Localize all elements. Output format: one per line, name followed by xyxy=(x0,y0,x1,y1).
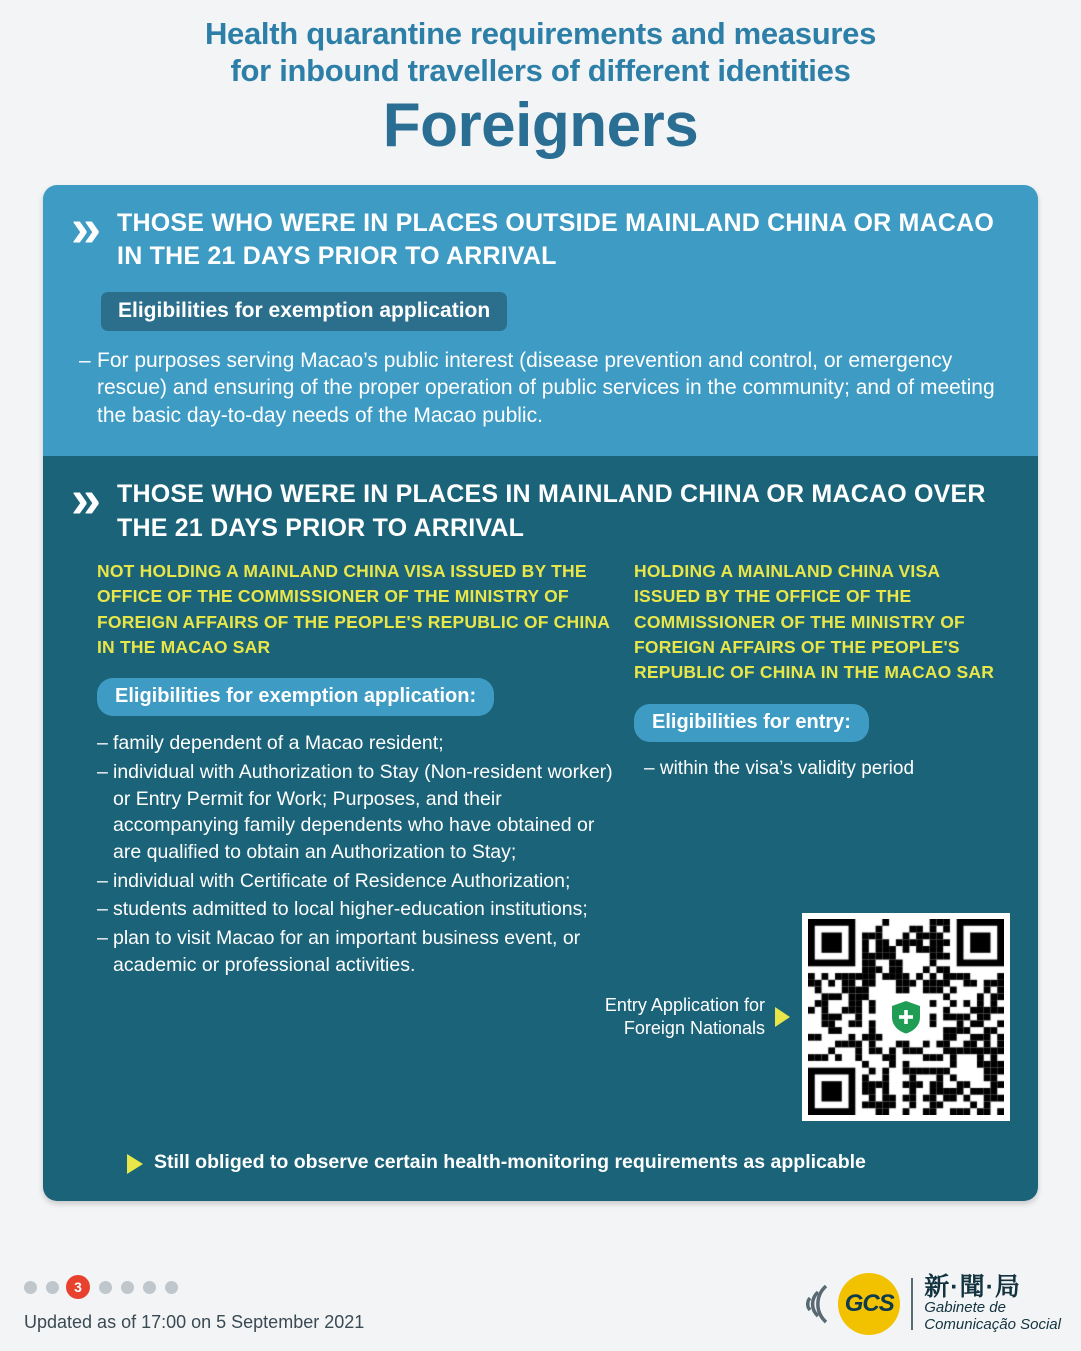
gcs-mark-text: GCS xyxy=(844,1290,894,1317)
section-a-header xyxy=(71,198,1010,274)
page-dot-1[interactable] xyxy=(24,1281,37,1294)
page-title: Foreigners xyxy=(382,91,699,161)
list-item xyxy=(97,896,616,923)
list-item-text: family dependent of a Macao resident; xyxy=(113,732,444,755)
sound-waves-icon xyxy=(796,1274,836,1334)
dash-icon: – xyxy=(79,348,91,372)
section-b-header xyxy=(71,469,1010,545)
page-dot-7[interactable] xyxy=(165,1281,178,1294)
dash-icon: – xyxy=(97,927,108,950)
left-eligibility-pill: Eligibilities for exemption application: xyxy=(97,678,494,716)
list-item-text: students admitted to local higher-education institutions; xyxy=(113,898,588,921)
content-card xyxy=(43,185,1038,1201)
page-dot-6[interactable] xyxy=(143,1281,156,1294)
right-eligibility-pill: Eligibilities for entry: xyxy=(634,704,869,742)
list-item-text: plan to visit Macao for an important business event, or academic or professional activities. xyxy=(113,927,581,976)
list-item-text: individual with Certificate of Residence Authorization; xyxy=(113,869,571,892)
health-monitoring-note xyxy=(127,1149,866,1175)
list-item-text: individual with Authorization to Stay (Non-resident worker) or Entry Permit for Work; Purposes, and their accompanying family dependents who have obtained or are qualified to obtain an Authorization to Stay; xyxy=(113,760,613,864)
gcs-logo xyxy=(796,1273,1061,1335)
gcs-mark xyxy=(838,1273,900,1335)
page-header xyxy=(0,0,1081,161)
updated-timestamp: Updated as of 17:00 on 5 September 2021 xyxy=(24,1312,365,1332)
logo-chinese-name: 新·聞·局 xyxy=(924,1273,1021,1302)
right-pill-row xyxy=(634,704,1010,742)
section-inside-mainland xyxy=(43,456,1038,1201)
section-outside-mainland xyxy=(43,185,1038,456)
column-not-holding-visa xyxy=(71,559,616,981)
section-a-eligibility-pill: Eligibilities for exemption application xyxy=(101,292,507,331)
health-monitoring-note-text: Still obliged to observe certain health-monitoring requirements as applicable xyxy=(154,1150,866,1173)
health-shield-icon xyxy=(883,994,929,1040)
logo-portuguese-line-1: Gabinete de xyxy=(924,1299,1006,1317)
dash-icon: – xyxy=(97,898,108,921)
list-item xyxy=(97,868,616,895)
right-eligibility-item: – within the visa’s validity period xyxy=(644,757,915,779)
header-subtitle-line-2: for inbound travellers of different identities xyxy=(230,52,851,88)
arrow-right-icon xyxy=(127,1154,143,1174)
page-dot-active[interactable]: 3 xyxy=(66,1275,90,1299)
list-item xyxy=(97,730,616,757)
list-item xyxy=(97,925,616,978)
header-subtitle-line-1: Health quarantine requirements and measures xyxy=(204,16,877,51)
left-eligibility-list xyxy=(97,730,616,978)
right-column-subheading: HOLDING A MAINLAND CHINA VISA ISSUED BY THE OFFICE OF THE COMMISSIONER OF THE MINISTRY OF FOREIGN AFFAIRS OF THE PEOPLE'S REPUBLIC OF CHINA IN THE MACAO SAR xyxy=(634,560,995,683)
logo-text xyxy=(924,1274,1061,1334)
qr-code-image[interactable] xyxy=(802,913,1010,1121)
left-pill-row xyxy=(97,678,616,716)
page-indicator[interactable] xyxy=(24,1275,187,1299)
logo-portuguese-line-2: Comunicação Social xyxy=(924,1316,1061,1334)
qr-label xyxy=(605,994,765,1041)
list-item xyxy=(97,759,616,866)
qr-label-line-1: Entry Application for xyxy=(604,994,765,1015)
page-dot-2[interactable] xyxy=(46,1281,59,1294)
dash-icon: – xyxy=(97,732,108,755)
dash-icon: – xyxy=(97,869,108,892)
arrow-right-icon xyxy=(775,1007,790,1027)
section-a-heading: THOSE WHO WERE IN PLACES OUTSIDE MAINLAND CHINA OR MACAO IN THE 21 DAYS PRIOR TO ARRIVAL xyxy=(117,209,994,271)
section-b-heading: THOSE WHO WERE IN PLACES IN MAINLAND CHINA OR MACAO OVER THE 21 DAYS PRIOR TO ARRIVAL xyxy=(117,480,986,542)
page-dot-4[interactable] xyxy=(99,1281,112,1294)
double-chevron-right-icon: » xyxy=(71,198,92,258)
double-chevron-right-icon: » xyxy=(71,469,92,530)
qr-code-section[interactable] xyxy=(605,913,1010,1121)
dash-icon: – xyxy=(97,760,108,783)
qr-label-line-2: Foreign Nationals xyxy=(623,1018,765,1039)
page-dot-5[interactable] xyxy=(121,1281,134,1294)
section-a-body xyxy=(71,347,1010,431)
left-column-subheading: NOT HOLDING A MAINLAND CHINA VISA ISSUED BY THE OFFICE OF THE COMMISSIONER OF THE MINISTRY OF FOREIGN AFFAIRS OF THE PEOPLE'S REPUBLIC OF CHINA IN THE MACAO SAR xyxy=(97,560,610,657)
section-a-body-text: For purposes serving Macao’s public interest (disease prevention and control, or emergency rescue) and ensuring of the proper operation of public services in the community; and of meeting the basic day-to-day needs of the Macao public. xyxy=(97,348,995,428)
logo-divider xyxy=(911,1278,913,1330)
